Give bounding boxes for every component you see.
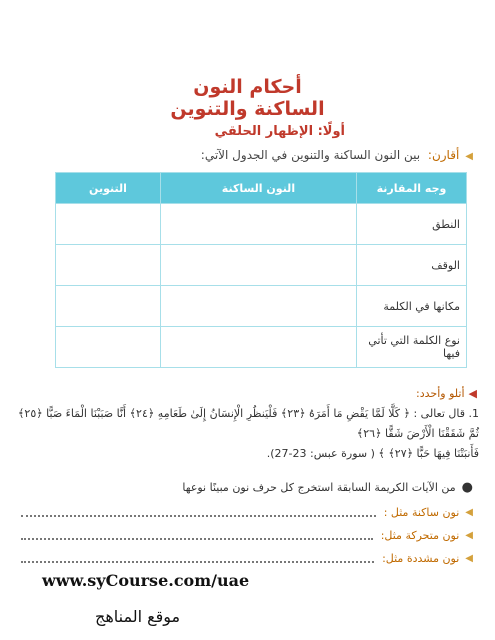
table-header: وجه المقارنة bbox=[357, 173, 467, 204]
triangle-bullet-icon: ◀ bbox=[465, 506, 473, 518]
site-url[interactable]: www.syCourse.com/uae bbox=[42, 571, 250, 590]
answer-line[interactable] bbox=[21, 507, 376, 517]
answer-cell[interactable] bbox=[56, 245, 161, 286]
section-subtitle: أولًا: الإظهار الحلقي bbox=[214, 124, 345, 139]
lesson-title: أحكام النون bbox=[193, 76, 302, 98]
answer-cell[interactable] bbox=[160, 286, 356, 327]
row-label: نوع الكلمة التي تأتي فيها bbox=[357, 327, 467, 368]
triangle-bullet-icon: ◀ bbox=[465, 151, 473, 162]
verse-line-1: 1. قال تعالى : ﴿ كَلَّا لَمَّا يَقْضِ مَا أَمَرَهُ ﴿٢٣﴾ فَلْيَنظُرِ الْإِنسَانُ إِلَىٰ طَعَامِهِ ﴿٢٤﴾ أَنَّا صَبَبْنَا الْمَاءَ صَبًّا ﴿٢٥﴾ ثُمَّ شَقَقْنَا الْأَرْضَ شَقًّا ﴿٢٦﴾ bbox=[17, 407, 479, 440]
task-instruction bbox=[43, 480, 473, 495]
row-label: مكانها في الكلمة bbox=[357, 286, 467, 327]
answer-line[interactable] bbox=[21, 553, 374, 563]
triangle-bullet-icon: ◀ bbox=[468, 387, 477, 400]
triangle-bullet-icon: ◀ bbox=[465, 529, 473, 541]
answer-line[interactable] bbox=[21, 530, 373, 540]
site-name: موقع المناهج bbox=[95, 607, 181, 626]
answer-cell[interactable] bbox=[160, 245, 356, 286]
table-row bbox=[56, 327, 467, 368]
fill-label: نون مشددة مثل: bbox=[382, 551, 460, 565]
fill-line-mutaharrika bbox=[13, 527, 473, 543]
task-text: من الآيات الكريمة السابقة استخرج كل حرف نون مبينًا نوعها bbox=[182, 481, 456, 494]
table-header: النون الساكنة bbox=[160, 173, 356, 204]
answer-cell[interactable] bbox=[56, 204, 161, 245]
answer-cell[interactable] bbox=[160, 327, 356, 368]
answer-cell[interactable] bbox=[56, 286, 161, 327]
compare-label: أقارن: bbox=[427, 148, 460, 162]
fill-label: نون متحركة مثل: bbox=[380, 528, 460, 542]
row-label: الوقف bbox=[357, 245, 467, 286]
table-row bbox=[56, 286, 467, 327]
triangle-bullet-icon: ◀ bbox=[465, 552, 473, 564]
answer-cell[interactable] bbox=[56, 327, 161, 368]
reading-heading bbox=[277, 387, 477, 400]
fill-label: نون ساكنة مثل : bbox=[383, 505, 460, 519]
answer-cell[interactable] bbox=[160, 204, 356, 245]
table-header-row bbox=[56, 173, 467, 204]
table-row bbox=[56, 204, 467, 245]
table-row bbox=[56, 245, 467, 286]
verse-line-2: فَأَنبَتْنَا فِيهَا حَبًّا ﴿٢٧﴾ ﴾ ( سورة عبس: 23-27). bbox=[266, 447, 479, 460]
row-label: النطق bbox=[357, 204, 467, 245]
lesson-title-line2: الساكنة والتنوين bbox=[170, 98, 325, 120]
quran-verse bbox=[14, 404, 479, 464]
comparison-table bbox=[55, 172, 467, 368]
fill-line-sakina bbox=[13, 504, 473, 520]
table-header: التنوين bbox=[56, 173, 161, 204]
bullet-dot-icon: ● bbox=[461, 480, 473, 495]
fill-line-mushaddada bbox=[13, 550, 473, 566]
reading-heading-text: أتلو وأحدد: bbox=[416, 387, 465, 400]
compare-text: بين النون الساكنة والتنوين في الجدول الآتي: bbox=[200, 148, 421, 162]
compare-instruction bbox=[53, 148, 473, 162]
